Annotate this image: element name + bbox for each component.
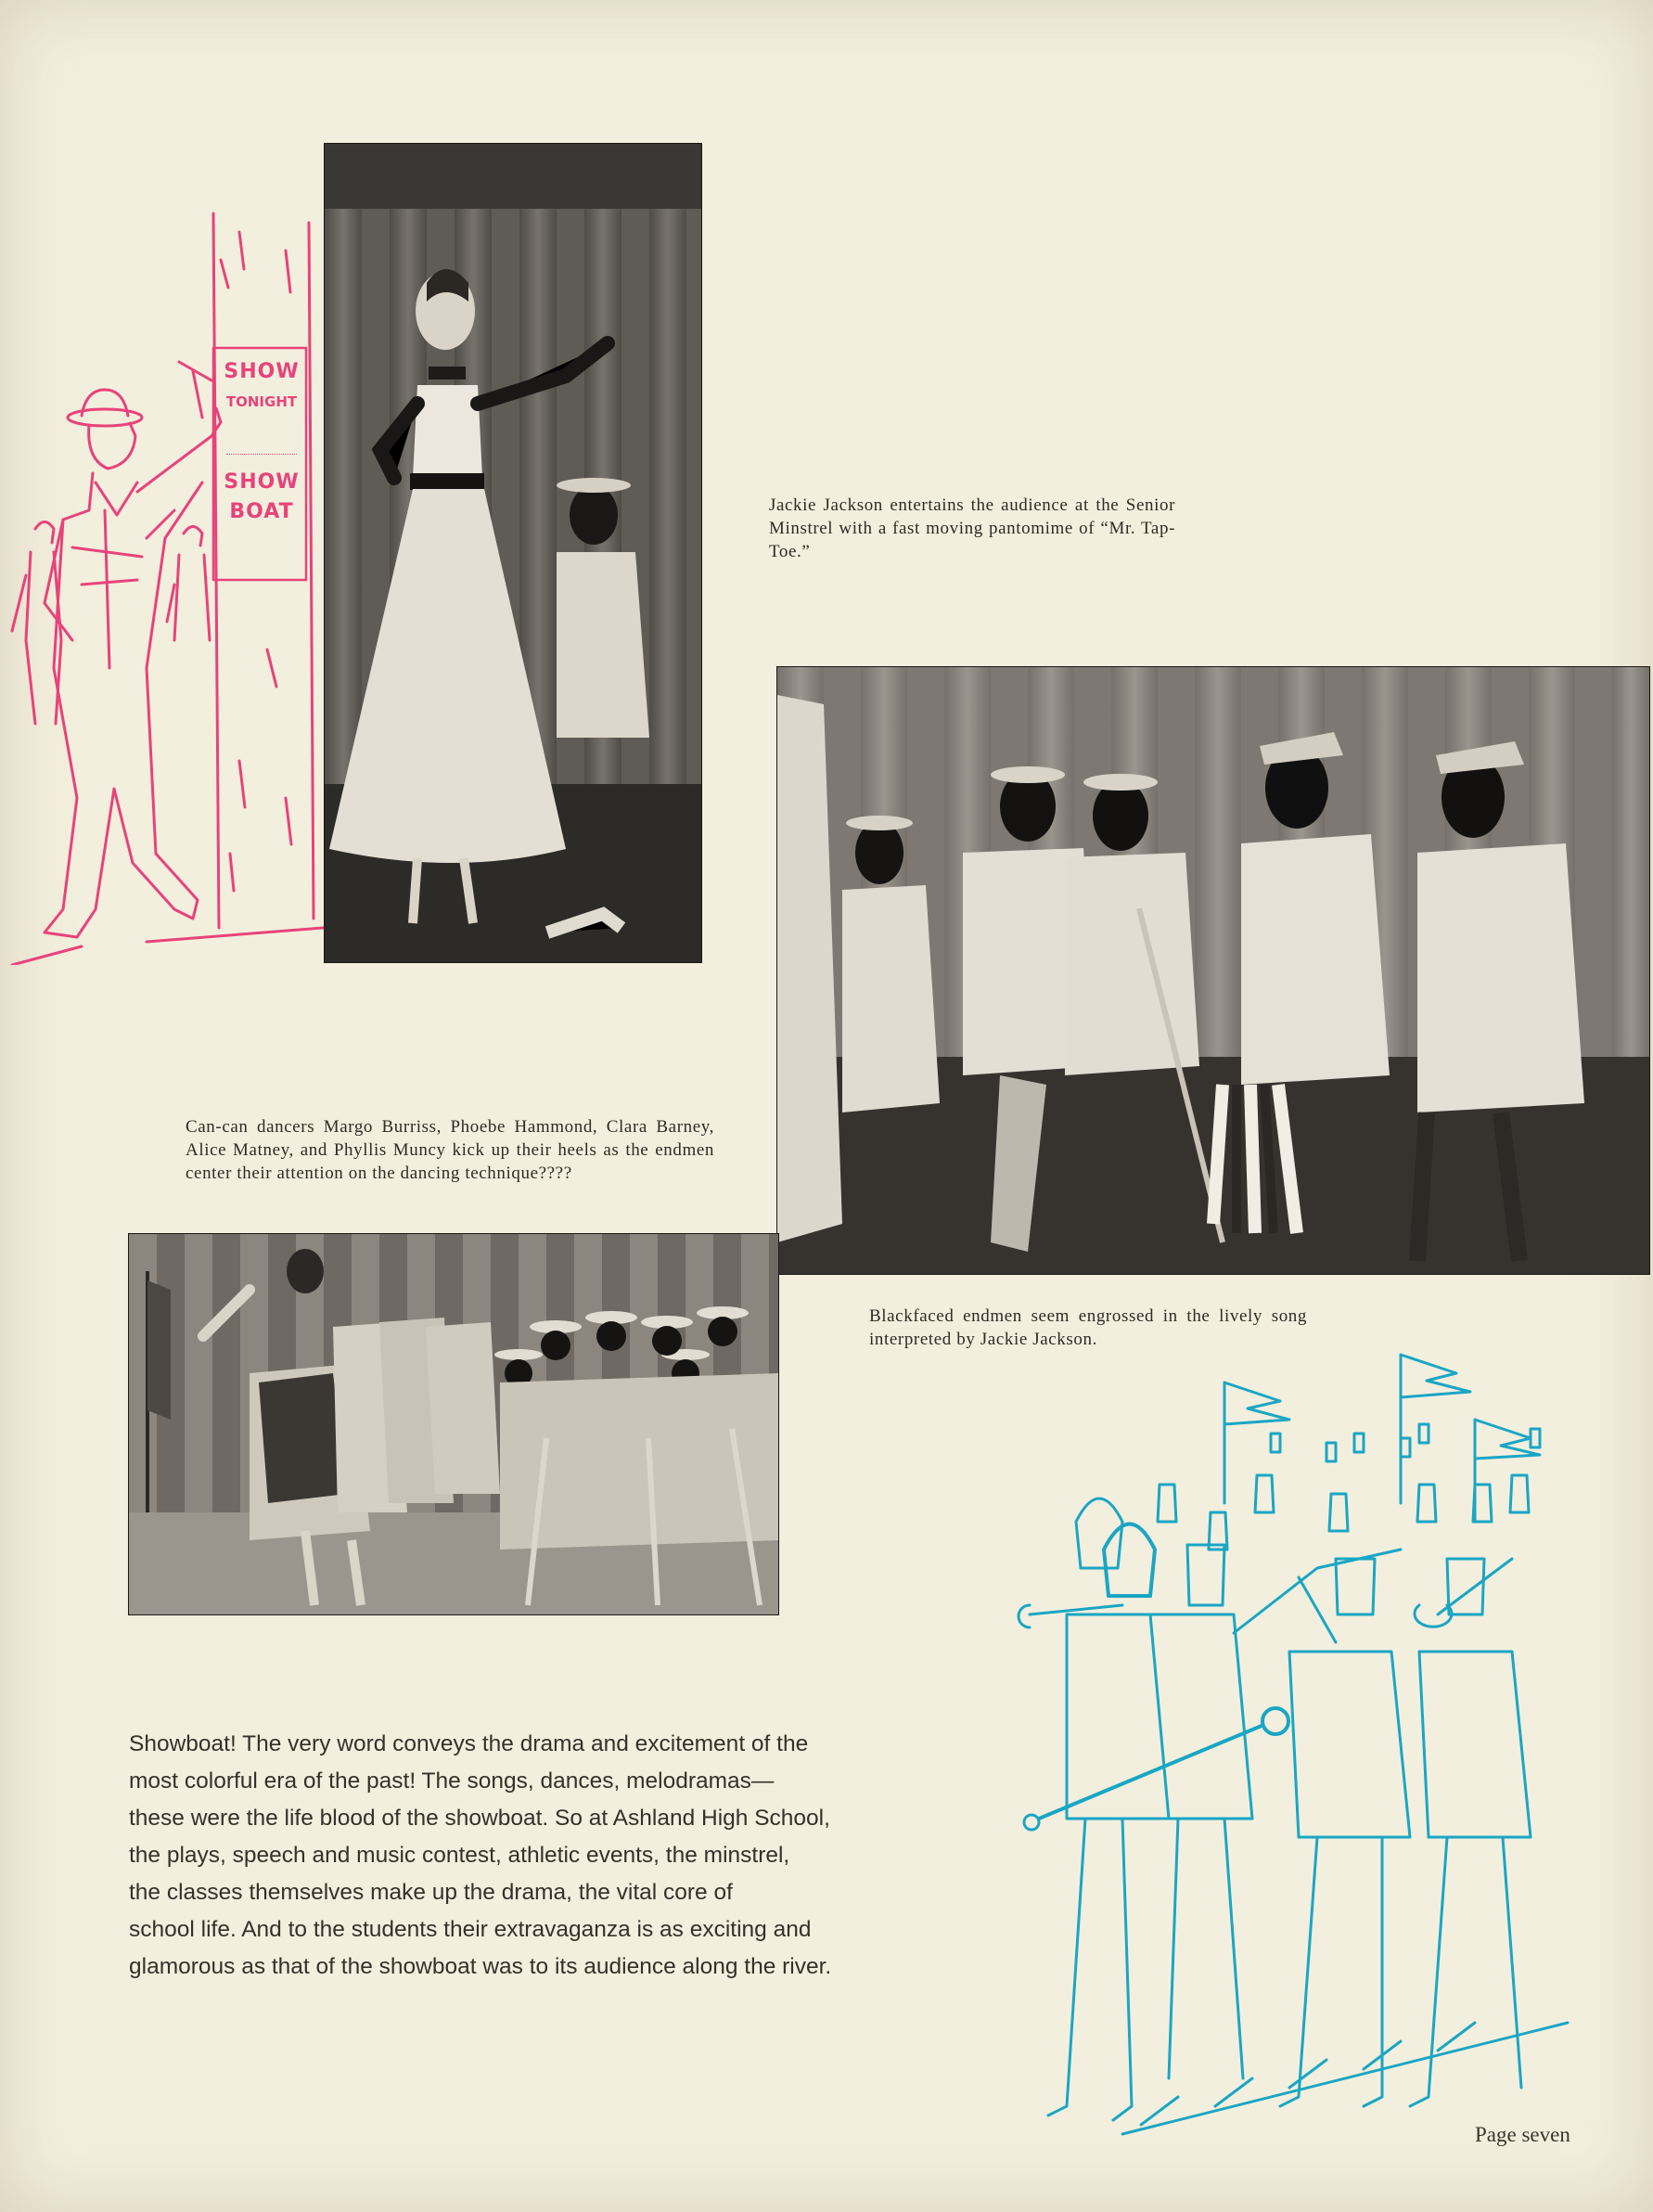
marching-band-illustration [1011,1336,1586,2143]
body-text-line: glamorous as that of the showboat was to its audience along the river. [129,1954,832,1979]
body-text-line: the classes themselves make up the drama, the vital core of [129,1880,733,1905]
poster-boat-text: BOAT [229,500,294,523]
endmen-photo [777,667,1649,1274]
showboat-body-text [129,1726,899,1986]
body-text-line: these were the life blood of the showboat. So at Ashland High School, [129,1806,830,1831]
cancan-dancers-photo [129,1234,778,1614]
jackie-jackson-photo [325,144,701,962]
body-text-line: the plays, speech and music contest, athletic events, the minstrel, [129,1843,790,1868]
page-number: Page seven [1475,2123,1570,2146]
jackie-jackson-caption: Jackie Jackson entertains the audience at the Senior Minstrel with a fast moving pantomime of “Mr. Tap-Toe.” [769,495,1175,561]
poster-hanger-illustration [7,204,332,965]
poster-scribble [226,422,297,455]
poster-tonight-text: TONIGHT [225,393,298,410]
body-text-line: school life. And to the students their extravaganza is as exciting and [129,1917,812,1942]
cancan-caption: Can-can dancers Margo Burriss, Phoebe Hammond, Clara Barney, Alice Matney, and Phyllis Muncy kick up their heels as the endmen center their attention on the dancing technique???? [186,1117,714,1183]
endmen-caption: Blackfaced endmen seem engrossed in the lively song interpreted by Jackie Jackson. [869,1306,1307,1349]
body-text-line: most colorful era of the past! The songs, dances, melodramas— [129,1768,775,1794]
poster-show2-text: SHOW [224,470,300,494]
poster-show-text: SHOW [224,360,300,383]
body-text-line: Showboat! The very word conveys the drama and excitement of the [129,1731,809,1756]
